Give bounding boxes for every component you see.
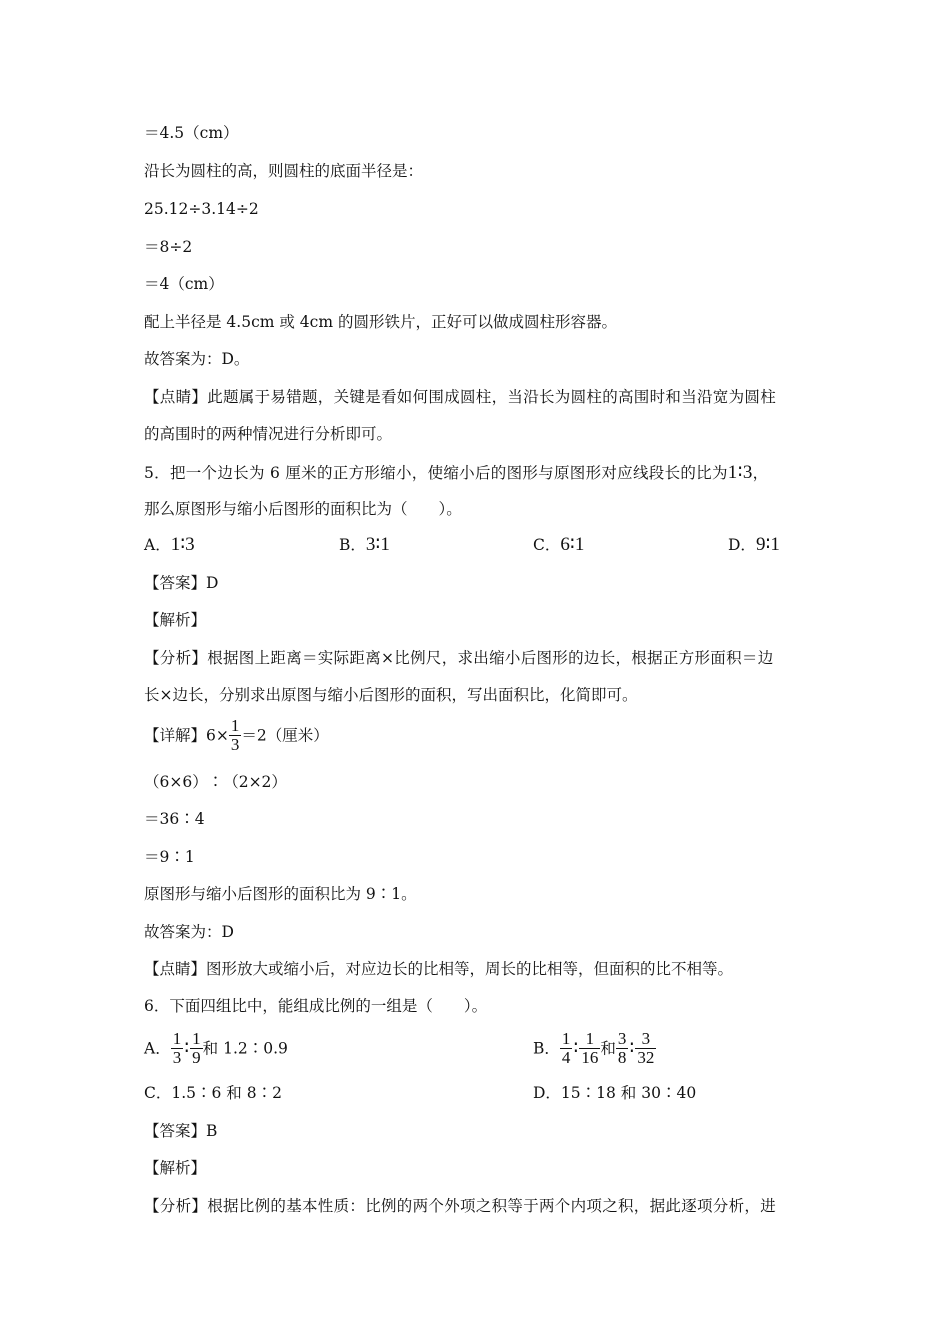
q5-final: 故答案为：D (144, 923, 234, 941)
q5-analysis-title: 【解析】 (144, 611, 207, 629)
text-line: 沿长为圆柱的高，则圆柱的底面半径是： (144, 162, 424, 180)
fraction-denominator: 32 (637, 1048, 655, 1067)
q5-stem-end: ， (752, 464, 769, 482)
text-line: 25.12÷3.14÷2 (144, 200, 259, 218)
q6-answer: 【答案】B (144, 1122, 218, 1140)
q5-stem-text: 5．把一个边长为 6 厘米的正方形缩小，使缩小后的图形与原图形对应线段长的比为 (144, 464, 728, 482)
fraction-numerator: 3 (617, 1029, 627, 1048)
ratio-colon: ∶ (184, 1037, 190, 1059)
q5-answer: 【答案】D (144, 574, 219, 592)
fraction (579, 1030, 600, 1067)
fraction-numerator: 1 (561, 1029, 571, 1048)
q6-analysis-title: 【解析】 (144, 1159, 207, 1177)
note-line: 【点睛】此题属于易错题，关键是看如何围成圆柱，当沿长为圆柱的高围时和当沿宽为圆柱 (144, 388, 777, 406)
fraction (616, 1030, 629, 1067)
fraction-numerator: 1 (230, 716, 240, 735)
option-letter: C． (533, 536, 561, 554)
option-letter: D． (728, 536, 756, 554)
option-letter: B． (533, 1039, 560, 1058)
text-line: ＝4（cm） (144, 275, 224, 293)
note-line: 的高围时的两种情况进行分析即可。 (144, 425, 393, 443)
q5-option-d (728, 533, 780, 557)
fraction-numerator: 3 (635, 1030, 656, 1049)
text-line: ＝4.5（cm） (144, 124, 239, 142)
fraction-denominator: 4 (561, 1048, 571, 1067)
fraction-denominator: 8 (617, 1048, 627, 1067)
fraction (171, 1030, 184, 1067)
q5-option-b (339, 533, 390, 557)
q5-detail-line: ＝36∶4 (144, 810, 205, 828)
text-line: 配上半径是 4.5cm 或 4cm 的圆形铁片，正好可以做成圆柱形容器。 (144, 313, 617, 331)
option-value: 3∶1 (365, 534, 390, 555)
q5-detail-line: （6×6）∶（2×2） (144, 773, 287, 791)
fraction-denominator: 3 (172, 1048, 182, 1067)
fraction-numerator: 1 (192, 1029, 201, 1048)
q6-option-c: C．1.5∶6 和 8∶2 (144, 1084, 282, 1102)
q5-analysis-cont: 长×边长，分别求出原图与缩小后图形的面积，写出面积比，化简即可。 (144, 686, 638, 704)
q6-option-d: D．15∶18 和 30∶40 (533, 1084, 697, 1102)
fraction (190, 1030, 203, 1067)
option-mid: 和 (600, 1039, 616, 1058)
q6-analysis: 【分析】根据比例的基本性质：比例的两个外项之积等于两个内项之积，据此逐项分析，进 (144, 1197, 777, 1215)
text-line: 故答案为：D。 (144, 350, 250, 368)
option-value: 9∶1 (755, 534, 780, 555)
fraction-denominator: 16 (581, 1048, 599, 1067)
q5-note: 【点睛】图形放大或缩小后，对应边长的比相等，周长的比相等，但面积的比不相等。 (144, 960, 734, 978)
q5-option-c (533, 533, 584, 557)
text-line: ＝8÷2 (144, 238, 193, 256)
question-5-stem-cont: 那么原图形与缩小后图形的面积比为（ ）。 (144, 500, 462, 518)
option-value: 6∶1 (560, 534, 585, 555)
fraction (635, 1030, 656, 1067)
q6-option-b (533, 1030, 656, 1067)
detail-prefix: 【详解】6× (144, 726, 229, 745)
question-5-stem (144, 462, 768, 484)
q5-stem-ratio: 1∶3 (727, 462, 753, 483)
option-letter: A． (144, 536, 171, 554)
option-letter: B． (339, 536, 366, 554)
fraction-numerator: 1 (172, 1029, 182, 1048)
ratio-colon: ∶ (573, 1037, 579, 1059)
fraction-numerator: 1 (579, 1030, 600, 1049)
q6-option-a (144, 1030, 288, 1067)
q5-option-a (144, 533, 195, 557)
question-6-stem: 6．下面四组比中，能组成比例的一组是（ ）。 (144, 997, 488, 1015)
option-letter: A． (144, 1039, 171, 1058)
q5-analysis: 【分析】根据图上距离＝实际距离×比例尺，求出缩小后图形的边长，根据正方形面积＝边 (144, 649, 774, 667)
q5-detail (144, 717, 329, 754)
q5-detail-line: ＝9∶1 (144, 848, 195, 866)
option-value: 1∶3 (170, 534, 195, 555)
option-rest: 和 1.2∶0.9 (202, 1039, 288, 1058)
ratio-colon: ∶ (629, 1037, 635, 1059)
fraction (560, 1030, 573, 1067)
detail-suffix: ＝2（厘米） (241, 726, 329, 745)
fraction-denominator: 3 (230, 735, 240, 754)
q5-detail-line: 原图形与缩小后图形的面积比为 9∶1。 (144, 885, 417, 903)
fraction (229, 717, 242, 754)
fraction-denominator: 9 (192, 1048, 201, 1067)
